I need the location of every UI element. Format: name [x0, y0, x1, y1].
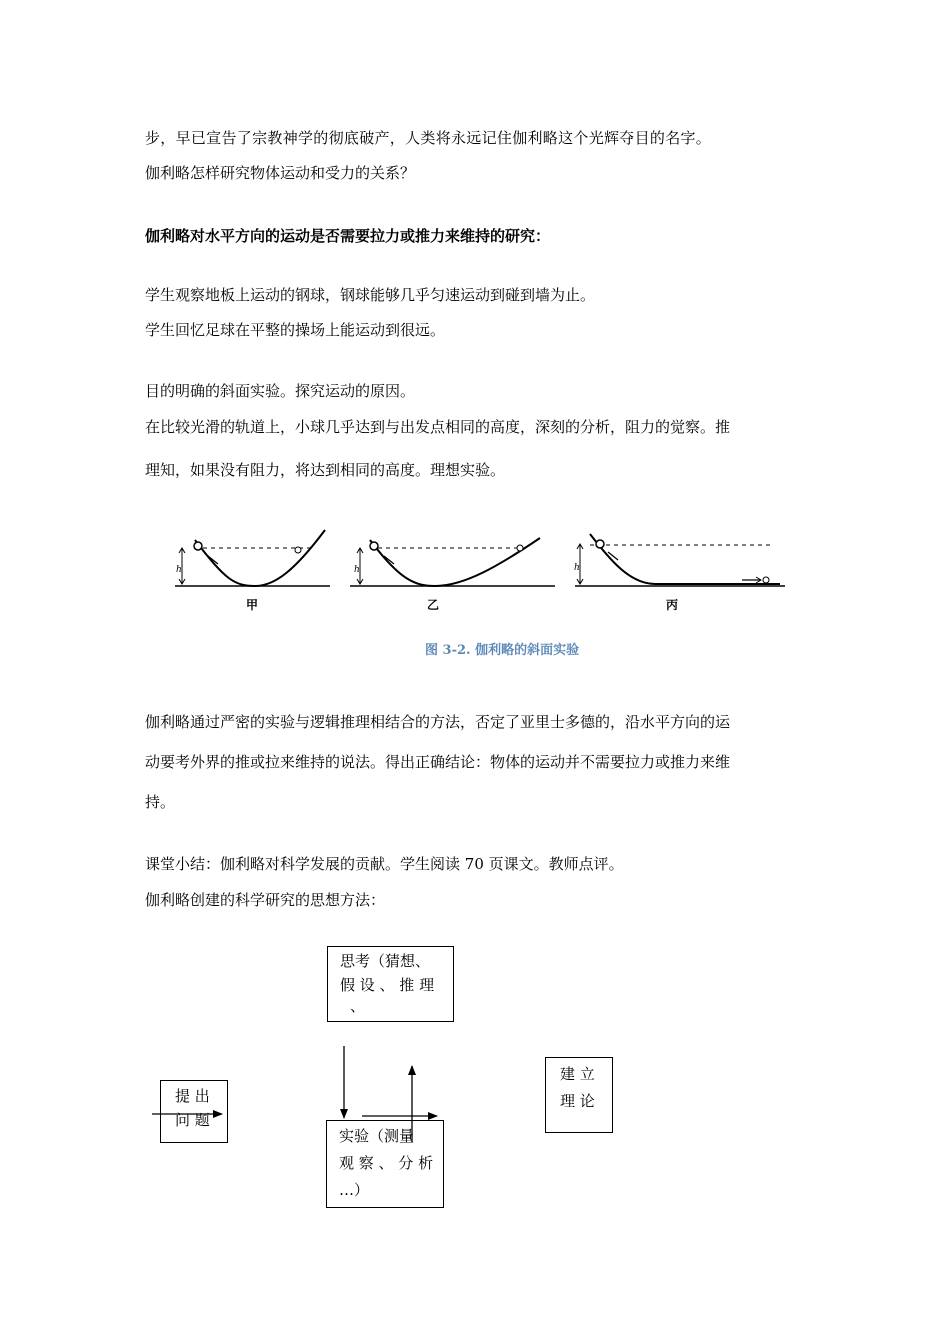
question-box [160, 1080, 228, 1143]
think-box [327, 946, 454, 1022]
section-heading: 伽利略对水平方向的运动是否需要拉力或推力来维持的研究： [145, 227, 551, 245]
experiment-line: 理知，如果没有阻力，将达到相同的高度。理想实验。 [145, 461, 506, 479]
experiment-box [326, 1120, 444, 1208]
panel-label: 甲 [246, 598, 259, 612]
question-box-line: 提 出 [175, 1087, 210, 1105]
figure-panel-bing [575, 534, 785, 586]
paragraph-line: 步，早已宣告了宗教神学的彻底破产，人类将永远记住伽利略这个光辉夺目的名字。 [145, 129, 712, 147]
panel-label: 丙 [666, 598, 679, 612]
ball-icon [194, 542, 202, 550]
ball-icon [596, 540, 604, 548]
conclusion-line: 持。 [145, 793, 176, 811]
question-box-line: 问 题 [175, 1111, 210, 1129]
theory-box-line: 建 立 [560, 1065, 595, 1083]
conclusion-line: 动要考外界的推或拉来维持的说法。得出正确结论：物体的运动并不需要拉力或推力来维 [145, 753, 731, 771]
experiment-box-line: …） [339, 1181, 370, 1199]
figure-panel-yi [350, 538, 555, 586]
experiment-box-line: 实验（测量 [339, 1127, 415, 1145]
panel-label: 乙 [427, 598, 440, 612]
experiment-box-line: 观 察 、 分 析 [339, 1154, 434, 1172]
summary-line: 课堂小结：伽利略对科学发展的贡献。学生阅读 70 页课文。教师点评。 [145, 855, 624, 873]
height-label: h [354, 565, 360, 575]
method-line: 伽利略创建的科学研究的思想方法： [145, 891, 386, 909]
observation-line: 学生回忆足球在平整的操场上能运动到很远。 [145, 321, 446, 339]
theory-box [545, 1057, 613, 1133]
conclusion-line: 伽利略通过严密的实验与逻辑推理相结合的方法，否定了亚里士多德的，沿水平方向的运 [145, 713, 731, 731]
think-box-line: 、 [350, 997, 366, 1015]
figure-caption: 图 3-2. 伽利略的斜面实验 [425, 643, 580, 658]
theory-box-line: 理 论 [560, 1092, 595, 1110]
question-line: 伽利略怎样研究物体运动和受力的关系？ [145, 164, 416, 182]
incline-experiment-figure [170, 520, 800, 670]
think-box-line: 思考（猜想、 [340, 952, 431, 970]
height-label: h [176, 565, 182, 575]
think-box-line: 假 设 、 推 理 [340, 976, 435, 994]
figure-panel-jia [175, 530, 330, 586]
experiment-line: 在比较光滑的轨道上，小球几乎达到与出发点相同的高度，深刻的分析，阻力的觉察。推 [145, 418, 731, 436]
ball-icon [370, 542, 378, 550]
experiment-line: 目的明确的斜面实验。探究运动的原因。 [145, 382, 416, 400]
observation-line: 学生观察地板上运动的钢球，钢球能够几乎匀速运动到碰到墙为止。 [145, 286, 596, 304]
height-label: h [574, 563, 580, 573]
